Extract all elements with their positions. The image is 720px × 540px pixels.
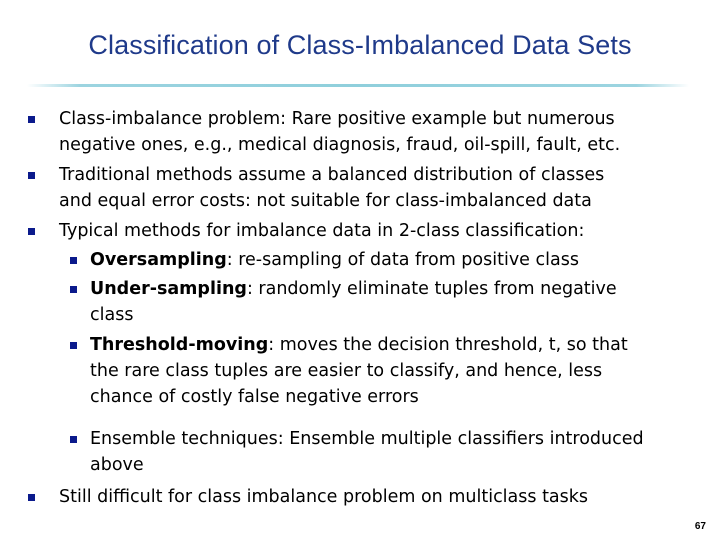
sub-bullet-text: : moves the decision threshold, t, so that xyxy=(268,335,628,355)
square-bullet-icon xyxy=(28,172,35,179)
square-bullet-icon xyxy=(70,257,77,264)
sub-bullet-text: : randomly eliminate tuples from negative xyxy=(246,279,617,299)
sub-bullet-text: chance of costly false negative errors xyxy=(90,387,419,407)
sub-bullet-under-sampling xyxy=(90,276,710,328)
slide-number: 67 xyxy=(694,521,706,532)
square-bullet-icon xyxy=(28,116,35,123)
bullet-item-typical-methods xyxy=(59,218,699,244)
bullet-item-rare-positive xyxy=(59,106,699,158)
square-bullet-icon xyxy=(28,494,35,501)
bullet-item-multiclass xyxy=(59,484,699,510)
bullet-text-line: and equal error costs: not suitable for class-imbalanced data xyxy=(59,191,592,211)
sub-bullet-title: Threshold-moving xyxy=(90,335,269,355)
square-bullet-icon xyxy=(28,228,35,235)
bullet-item-traditional-methods xyxy=(59,162,699,214)
sub-bullet-text: above xyxy=(90,455,144,475)
square-bullet-icon xyxy=(70,436,77,443)
sub-bullet-threshold-moving xyxy=(90,332,710,410)
sub-bullet-oversampling xyxy=(90,247,710,273)
bullet-text-line: Class-imbalance problem: Rare positive example but numerous xyxy=(59,109,615,129)
sub-bullet-text: : re-sampling of data from positive class xyxy=(226,250,579,270)
bullet-text-line: Still difficult for class imbalance problem on multiclass tasks xyxy=(59,487,589,507)
square-bullet-icon xyxy=(70,286,77,293)
title-divider xyxy=(27,84,689,87)
sub-bullet-title: Oversampling xyxy=(90,250,227,270)
sub-bullet-ensemble xyxy=(90,426,710,478)
square-bullet-icon xyxy=(70,342,77,349)
sub-bullet-text: the rare class tuples are easier to classify, and hence, less xyxy=(90,361,603,381)
bullet-text-line: Traditional methods assume a balanced distribution of classes xyxy=(59,165,605,185)
sub-bullet-title: Under-sampling xyxy=(90,279,247,299)
sub-bullet-text: Ensemble techniques: Ensemble multiple classifiers introduced xyxy=(90,429,644,449)
sub-bullet-text: class xyxy=(90,305,134,325)
bullet-text-line: Typical methods for imbalance data in 2-class classification: xyxy=(59,221,585,241)
bullet-text-line: negative ones, e.g., medical diagnosis, fraud, oil-spill, fault, etc. xyxy=(59,135,621,155)
slide-title: Classification of Class-Imbalanced Data Sets xyxy=(88,30,632,60)
